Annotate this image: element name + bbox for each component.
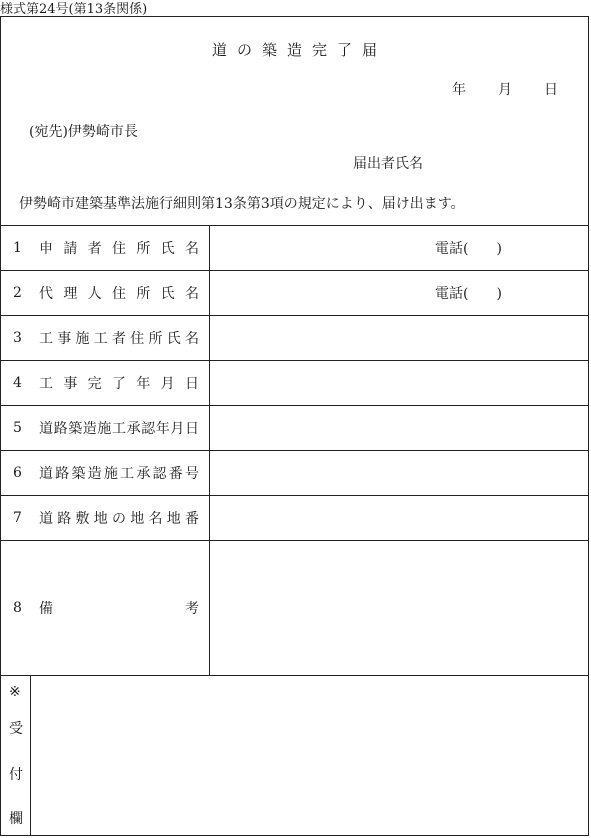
remarks-field[interactable] [211, 541, 588, 675]
road-lot-field[interactable] [211, 496, 588, 540]
row-label-char: 番 [185, 511, 199, 527]
reception-label [1, 676, 31, 835]
row-number: 6 [13, 465, 22, 481]
row-label-cell [1, 496, 210, 540]
row-label-char: 氏 [160, 286, 175, 302]
row-label-char: 所 [136, 241, 151, 257]
form-row-contractor [1, 315, 588, 360]
row-label-char: 名 [184, 241, 199, 257]
row-label-char: 日 [184, 421, 199, 437]
row-label-char: 承 [136, 466, 151, 482]
row-label-char: 工 [39, 331, 53, 347]
row-label-char: 工 [93, 331, 108, 347]
row-label-char: 年 [136, 376, 151, 392]
row-label-char: 人 [87, 286, 102, 302]
reception-char: 付 [9, 767, 23, 783]
agent-field[interactable] [211, 271, 588, 315]
form-row-approval-date [1, 405, 588, 450]
row-label-char: 年 [155, 421, 170, 437]
row-label-char: 道 [39, 466, 53, 482]
row-number: 8 [13, 600, 22, 616]
agent-phone-label: 電話( ) [435, 286, 502, 302]
row-label-char: 道 [39, 511, 53, 527]
applicant-phone-label: 電話( ) [435, 241, 502, 257]
row-label-char: 名 [184, 286, 199, 302]
row-label-cell [1, 316, 210, 360]
row-number: 7 [13, 510, 22, 526]
row-label-char: 理 [63, 286, 78, 302]
row-label-char: 工 [111, 421, 126, 437]
row-label-char: 敷 [75, 511, 90, 527]
row-label-char: 認 [152, 466, 167, 482]
reception-char: 受 [9, 721, 23, 737]
submission-date[interactable] [452, 79, 558, 99]
remarks-label-start: 備 [39, 601, 53, 617]
remarks-label [39, 598, 199, 618]
approval-number-field[interactable] [211, 451, 588, 495]
row-label-char: 完 [87, 376, 102, 392]
row-label-cell [1, 406, 210, 450]
row-label-char: 造 [87, 466, 102, 482]
contractor-field[interactable] [211, 316, 588, 360]
row-label-char: 施 [75, 331, 90, 347]
row-label-char: 地 [166, 511, 181, 527]
row-number: 2 [13, 285, 22, 301]
row-label-char: 名 [148, 511, 163, 527]
row-label-char: 者 [87, 241, 102, 257]
row-label [39, 373, 199, 393]
row-label-char: 者 [112, 331, 126, 347]
row-label-cell [1, 271, 210, 315]
date-year-label: 年 [452, 82, 466, 98]
form-row-applicant [1, 225, 588, 270]
row-label-char: 工 [39, 376, 53, 392]
row-label-char: 月 [160, 376, 175, 392]
row-label-char: 申 [39, 241, 53, 257]
completion-date-field[interactable] [211, 361, 588, 405]
row-label-char: 月 [170, 421, 185, 437]
row-label-char: 路 [57, 511, 72, 527]
statement-text: 伊勢崎市建築基準法施行細則第13条第3項の規定により、届け出ます。 [19, 196, 465, 212]
row-label-char: 施 [97, 421, 112, 437]
row-label-char: 代 [39, 286, 53, 302]
row-label-char: 号 [184, 466, 199, 482]
form-number: 様式第24号(第13条関係) [0, 2, 148, 17]
form-row-approval-number [1, 450, 588, 495]
row-label-char: 造 [82, 421, 97, 437]
row-label-char: 住 [111, 241, 126, 257]
submitter-name-label: 届出者氏名 [353, 156, 423, 172]
row-label-char: 地 [130, 511, 145, 527]
row-label-char: 施 [103, 466, 118, 482]
row-label-char: 番 [168, 466, 183, 482]
row-label-char: 名 [185, 331, 199, 347]
row-label-char: 所 [148, 331, 163, 347]
row-label-cell [1, 541, 210, 675]
row-label-char: 地 [93, 511, 108, 527]
row-label-char: 日 [184, 376, 199, 392]
row-label-char: 築 [68, 421, 83, 437]
row-label-cell [1, 226, 210, 270]
row-label-char: 了 [111, 376, 126, 392]
addressee: (宛先)伊勢崎市長 [29, 124, 138, 140]
form-row-completion-date [1, 360, 588, 405]
row-label [39, 418, 199, 438]
row-label-cell [1, 361, 210, 405]
row-number: 1 [13, 240, 22, 256]
row-label [39, 463, 199, 483]
date-day-label: 日 [544, 82, 558, 98]
remarks-label-end: 考 [185, 601, 199, 617]
row-label-char: 認 [141, 421, 156, 437]
reception-char: 欄 [9, 811, 23, 827]
row-number: 5 [13, 420, 22, 436]
row-label-char: 所 [136, 286, 151, 302]
row-label-char: 氏 [160, 241, 175, 257]
row-label [39, 328, 199, 348]
form-row-road-lot [1, 495, 588, 540]
form-row-agent [1, 270, 588, 315]
applicant-field[interactable] [211, 226, 588, 270]
row-label-char: 承 [126, 421, 141, 437]
date-month-label: 月 [498, 82, 512, 98]
row-label-char: の [112, 511, 126, 527]
row-label-char: 築 [71, 466, 86, 482]
approval-date-field[interactable] [211, 406, 588, 450]
row-label-char: 路 [55, 466, 70, 482]
row-label [39, 283, 199, 303]
form-row-remarks [1, 540, 588, 675]
reception-section [1, 675, 588, 835]
notification-form [0, 16, 589, 836]
row-number: 4 [13, 375, 22, 391]
row-label-char: 住 [111, 286, 126, 302]
form-title: 道の築造完了届 [211, 41, 387, 59]
row-label-char: 工 [120, 466, 135, 482]
row-label-char: 事 [57, 331, 72, 347]
form-header [1, 17, 588, 225]
row-label-char: 氏 [166, 331, 181, 347]
row-label-char: 路 [53, 421, 68, 437]
row-label-char: 請 [63, 241, 78, 257]
row-label-cell [1, 451, 210, 495]
row-label [39, 508, 199, 528]
row-number: 3 [13, 330, 22, 346]
row-label-char: 住 [130, 331, 145, 347]
reception-mark: ※ [9, 684, 21, 700]
row-label-char: 事 [63, 376, 78, 392]
row-label-char: 道 [39, 421, 53, 437]
row-label [39, 238, 199, 258]
